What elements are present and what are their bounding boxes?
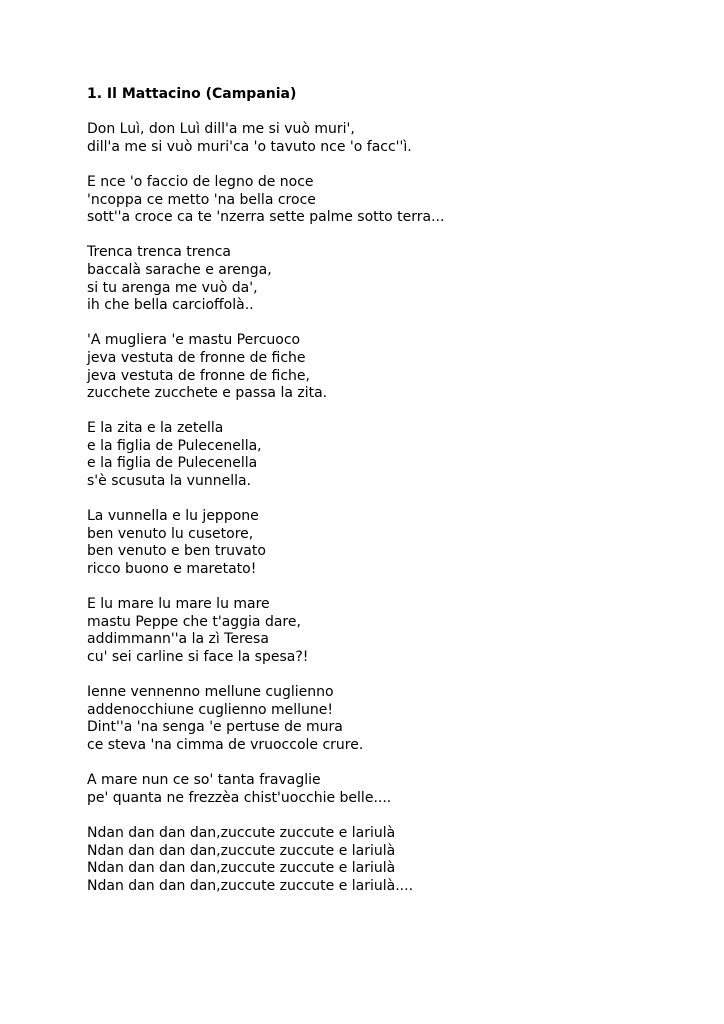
verse-line: 'ncoppa ce metto 'na bella croce: [87, 191, 316, 208]
verse-line: Ndan dan dan dan,zuccute zuccute e lariulà: [87, 824, 396, 841]
stanza: [87, 244, 687, 314]
stanza: [87, 174, 687, 227]
verse-line: ben venuto e ben truvato: [87, 543, 266, 560]
verse-line: La vunnella e lu jeppone: [87, 508, 259, 525]
verse-line: 'A mugliera 'e mastu Percuoco: [87, 332, 301, 349]
verse-line: addimmann''a la zì Teresa: [87, 631, 269, 648]
verse-line: E la zita e la zetella: [87, 420, 224, 437]
verse-line: e la figlia de Pulecenella,: [87, 437, 262, 454]
verse-line: ben venuto lu cusetore,: [87, 525, 254, 542]
verse-line: Ndan dan dan dan,zuccute zuccute e lariulà: [87, 842, 396, 859]
stanza: [87, 508, 687, 578]
verse-line: dill'a me si vuò muri'ca 'o tavuto nce 'o facc''ì.: [87, 138, 412, 155]
verse-line: Ndan dan dan dan,zuccute zuccute e lariulà....: [87, 877, 414, 894]
verse-line: mastu Peppe che t'aggia dare,: [87, 613, 301, 630]
verse-line: Ndan dan dan dan,zuccute zuccute e lariulà: [87, 860, 396, 877]
verse-line: ce steva 'na cimma de vruoccole crure.: [87, 736, 364, 753]
stanza: [87, 420, 687, 490]
stanza: [87, 332, 687, 402]
verse-line: zucchete zucchete e passa la zita.: [87, 385, 328, 402]
verse-line: ricco buono e maretato!: [87, 561, 257, 578]
document-title: 1. Il Mattacino (Campania): [87, 86, 297, 102]
verse-line: Ienne vennenno mellune cuglienno: [87, 684, 334, 701]
verse-line: Don Luì, don Luì dill'a me si vuò muri',: [87, 121, 355, 138]
stanza: [87, 684, 687, 754]
document-body: [87, 86, 687, 913]
verse-line: pe' quanta ne frezzèa chist'uocchie belle....: [87, 789, 392, 806]
stanza: [87, 121, 687, 156]
verse-line: s'è scusuta la vunnella.: [87, 473, 252, 490]
verse-line: jeva vestuta de fronne de fiche: [87, 349, 306, 366]
verse-line: sott''a croce ca te 'nzerra sette palme sotto terra...: [87, 209, 445, 226]
verse-line: addenocchiune cuglienno mellune!: [87, 701, 333, 718]
stanza: [87, 596, 687, 666]
stanza: [87, 772, 687, 807]
verse-line: E nce 'o faccio de legno de noce: [87, 173, 314, 190]
verse-line: Trenca trenca trenca: [87, 244, 232, 261]
verse-line: cu' sei carline si face la spesa?!: [87, 649, 309, 665]
verse-line: baccalà sarache e arenga,: [87, 261, 272, 278]
verse-line: jeva vestuta de fronne de fiche,: [87, 367, 310, 384]
stanza: [87, 825, 687, 895]
verse-line: A mare nun ce so' tanta fravaglie: [87, 772, 321, 789]
verse-line: e la figlia de Pulecenella: [87, 455, 258, 472]
verse-line: ih che bella carcioffolà..: [87, 297, 254, 314]
verse-line: Dint''a 'na senga 'e pertuse de mura: [87, 719, 343, 736]
verse-line: E lu mare lu mare lu mare: [87, 596, 270, 613]
verse-line: si tu arenga me vuò da',: [87, 279, 258, 296]
